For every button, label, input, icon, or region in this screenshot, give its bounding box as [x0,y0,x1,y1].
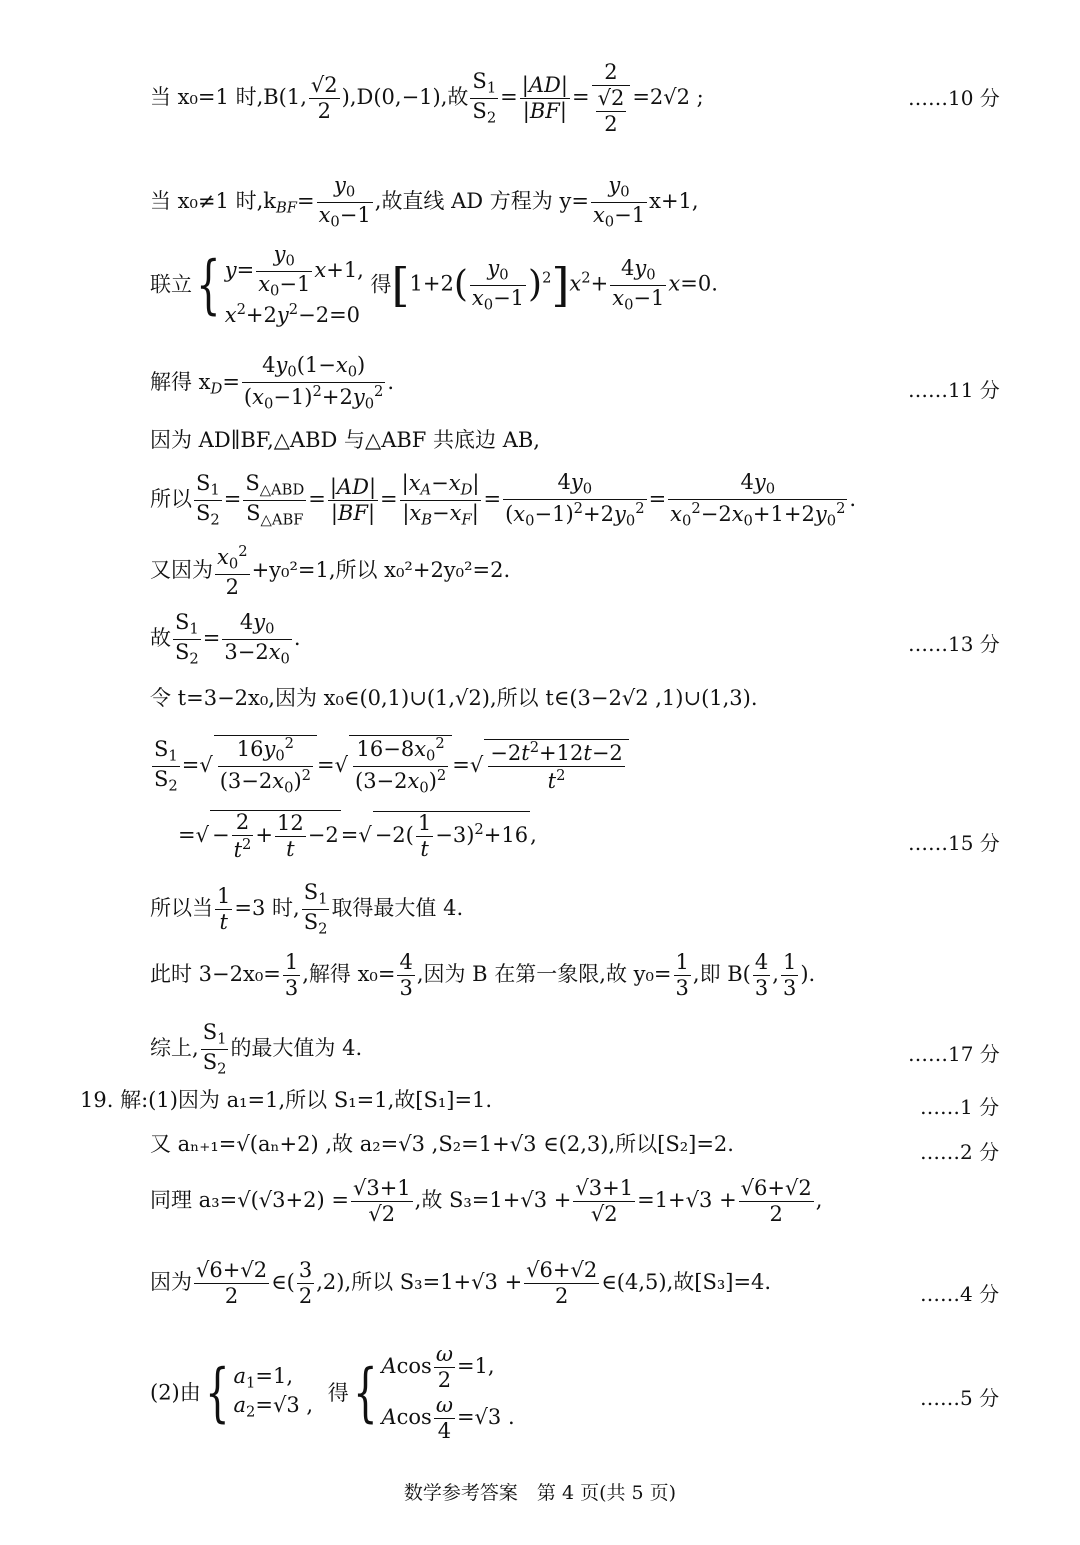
score-4: ……4 分 [920,1282,1000,1306]
text-segment: 综上, [150,1036,199,1061]
fraction: $\frac{y_0}{x_0-1}$ [318,173,371,231]
text-segment: 故直线 AD 方程为 y= [381,189,589,214]
line-conclusion: 综上, $\frac{S_1}{S_2}$ 的最大值为 4. [150,1020,363,1078]
text-segment: 的最大值为 4. [230,1036,363,1061]
text-segment: 当 x₀=1 时,B(1, [150,85,307,109]
line-x0-ne-1: 当 x₀≠1 时$,k_{BF}=$ $\frac{y_0}{x_0-1}$ ,故直线 AD 方程为 y= $\frac{y_0}{x_0-1}$ x+1, [150,173,699,231]
text-segment: 取得最大值 4. [331,896,464,921]
text-segment: =2√2 ; [632,85,704,109]
line-point-b: 此时 3−2x₀= $\frac{1}{3}$ ,解得 x₀= $\frac{4}{3}$ ,因为 B 在第一象限,故 y₀= $\frac{1}{3}$ ,即 B( $\frac{4}{3}$ , $\frac{1}{3}$ ). [150,950,816,1000]
fraction: $\frac{S_1}{S_2}$ [472,68,497,127]
text-segment: ,2),所以 S₃=1+√3 + [316,1270,523,1294]
fraction: $\frac{y_0}{x_0-1}$ [592,173,646,231]
score-2: ……2 分 [920,1140,1000,1164]
fraction: $\frac{4y_0(1-x_0)}{(x_0-1)^2+2y_0^2}$ [243,353,384,413]
text-segment: 又因为 [150,558,213,583]
text-segment: 所以当 [150,896,213,921]
question-19: 19. 解:(1)因为 a₁=1,所以 S₁=1,故[S₁]=1. [80,1088,493,1112]
score-17: ……17 分 [908,1042,1000,1066]
text-segment: 此时 3−2x₀= [150,962,281,986]
line-max: 所以当 $\frac{1}{t}$ =3 时, $\frac{S_1}{S_2}$ 取得最大值 4. [150,880,464,938]
text-segment: ,故 S₃=1+√3 + [414,1188,572,1212]
text-segment: ∈( [271,1270,295,1294]
line-ellipse: 又因为 $\frac{x_0^2}{2}$ +y₀²=1,所以 x₀²+2y₀²=2. [150,543,511,600]
line-xd: 解得 $x_D=$ $\frac{4y_0(1-x_0)}{(x_0-1)^2+2y_0^2}$ . [150,353,395,413]
page-footer: 数学参考答案 第 4 页(共 5 页) [403,1482,677,1504]
line-a2: 又 aₙ₊₁=√(aₙ+2) ,故 a₂=√3 ,S₂=1+√3 ∈(2,3),所以[S₂]=2. [150,1132,734,1156]
line-substitution: 令 t=3−2x₀,因为 x₀∈(0,1)∪(1,√2),所以 t∈(3−2√2 ,1)∪(1,3). [150,686,758,710]
text-segment: 解得 x [150,370,211,395]
text-segment: x+1, [649,189,699,214]
line-system: 联立{ y= $\frac{y_0}{x_0-1}$ x+1, $x^2+2y^2-2=0$ 得[1+2( $\frac{y_0}{x_0-1}$ )$^2]x^2+$ $\frac{4y_0}{x_0-1}$ x=0. [150,240,718,330]
line-s3: 因为 $\frac{√6+√2}{2}$ ∈( $\frac{3}{2}$ ,2),所以 S₃=1+√3 + $\frac{√6+√2}{2}$ ∈(4,5),故[S₃]=4. [150,1258,772,1308]
line-ratio: 所以 $\frac{S_1}{S_2}$ = $\frac{S_{\triangle ABD}}{S_{\triangle ABF}}$ = $\frac{|AD|}{|BF|}$ = $\frac{|x_A-x_D|}{|x_B-x_F|}$ = $\frac{4y_0}{(x_0-1)^2+2y_0^2}$ = $\frac{4y_0}{x_0^2-2x_0+1+2y_0^2}$ . [150,470,857,530]
score-11: ……11 分 [908,378,1000,402]
text-segment: 所以 [150,487,192,512]
text-segment: 得 [370,272,392,297]
line-a3: 同理 a₃=√(√3+2) = $\frac{√3+1}{√2}$ ,故 S₃=1+√3 + $\frac{√3+1}{√2}$ =1+√3 + $\frac{√6+√2}{2}$ , [150,1176,823,1226]
text-segment: ,即 B( [692,962,751,986]
text-segment: 因为 [150,1270,192,1294]
text-segment: 得 [327,1380,349,1405]
brace: { [196,248,221,323]
text-segment: 同理 a₃=√(√3+2) = [150,1188,349,1212]
text-segment: (2)由 [150,1380,201,1405]
text-segment: =1+√3 + [637,1188,737,1212]
text-segment: ,因为 B 在第一象限,故 y₀= [416,962,672,986]
line-x0-eq-1: 当 x₀=1 时,B(1, $\frac{√2}{2}$ ),D(0,−1),故 $\frac{S_1}{S_2}$ = $\frac{|AD|}{|BF|}$ = $\frac{2}{\frac{√2}{2}}$ =2√2 ; [150,60,704,136]
text-segment: ∈(4,5),故[S₃]=4. [601,1270,772,1294]
line-sqrt-2: =√ − $\frac{2}{t^2}$ + $\frac{12}{t}$ −2=√ −2( $\frac{1}{t}$ −3)$^2$+16, [178,810,537,863]
fraction: $\frac{√2}{2}$ [310,73,338,123]
text-segment: ,解得 x₀= [302,962,396,986]
text-segment: =3 时, [234,896,300,921]
fraction: $\frac{|AD|}{|BF|}$ [521,73,568,123]
text-segment: ),D(0,−1),故 [341,85,469,109]
score-5: ……5 分 [920,1386,1000,1410]
text-segment: 联立 [150,272,192,297]
text-segment: +y₀²=1,所以 x₀²+2y₀²=2. [251,558,511,583]
text-segment: =0. [680,271,718,296]
line-result: 故 $\frac{S_1}{S_2}$ = $\frac{4y_0}{3-2x_0}$ . [150,610,301,668]
equation-system: y= $\frac{y_0}{x_0-1}$ x+1, $x^2+2y^2-2=0$ [224,242,364,328]
text-segment: 故 [150,626,171,651]
line-parallel: 因为 AD∥BF,△ABD 与△ABF 共底边 AB, [150,428,540,452]
score-13: ……13 分 [908,632,1000,656]
score-15: ……15 分 [908,831,1000,855]
fraction: $\frac{2}{\frac{√2}{2}}$ [592,62,631,135]
score-1: ……1 分 [920,1095,1000,1119]
line-part2: (2)由{ $a_1=1$, $a_2=√3$ , 得{ Acos $\frac{\omega}{2}$ =1, Acos $\frac{\omega}{4}$ =√3 . [150,1342,515,1443]
text-segment: 当 x₀≠1 时,k [150,189,276,214]
score-10: ……10 分 [908,86,1000,110]
line-sqrt-1: $\frac{S_1}{S_2}$ =√ $\frac{16y_0^2}{(3-2x_0)^2}$ =√ $\frac{16-8x_0^2}{(3-2x_0)^2}$ =√ $\frac{-2t^2+12t-2}{t^2}$ [150,735,629,796]
